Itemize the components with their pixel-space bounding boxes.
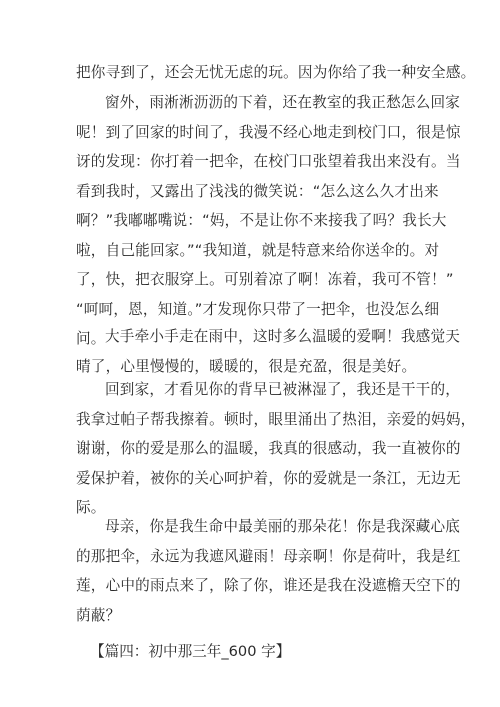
text-line: 晴了，心里慢慢的，暖暖的，很是充盈，很是美好。	[76, 357, 417, 375]
text-line: 呢！到了回家的时间了，我漫不经心地走到校门口，很是惊	[76, 123, 461, 141]
paragraph-1	[76, 88, 461, 354]
text-line: 把你寻到了，还会无忧无虑的玩。因为你给了我一种安全感。	[76, 64, 476, 81]
text-line: 大手牵小手走在雨中，这时多么温暖的爱啊！我感觉天	[105, 328, 461, 345]
text-line: 母亲，你是我生命中最美丽的那朵花！你是我深藏心底	[105, 518, 461, 535]
text-line: 我拿过帕子帮我擦着。顿时，眼里涌出了热泪，亲爱的妈妈，	[76, 410, 476, 428]
text-line: 际。	[76, 499, 106, 516]
text-line: 问。	[76, 330, 106, 347]
paragraph-3	[76, 375, 476, 523]
text-line: 爱保护着，被你的关心呵护着，你的爱就是一条江，无边无	[76, 469, 461, 487]
paragraph-0	[76, 58, 476, 88]
paragraph-2	[76, 322, 461, 381]
text-line: 的那把伞，永远为我遮风避雨！母亲啊！你是荷叶，我是红	[76, 547, 461, 565]
text-line: 回到家，才看见你的背早已被淋湿了，我还是干干的，	[105, 381, 461, 398]
text-line: 窗外，雨淅淅沥沥的下着，还在教室的我正愁怎么回家	[105, 94, 461, 111]
text-line: 看到我时，又露出了浅浅的微笑说：“怎么这么久才出来	[76, 182, 439, 200]
text-line: 啦，自己能回家。”“我知道，就是特意来给你送伞的。对	[76, 241, 440, 259]
text-line: 讶的发现：你打着一把伞，在校门口张望着我出来没有。当	[76, 153, 461, 170]
text-line: “呵呵，恩，知道。”才发现你只带了一把伞，也没怎么细	[76, 300, 440, 318]
text-line: 荫蔽？	[76, 606, 121, 624]
paragraph-4	[76, 512, 461, 630]
text-line: 谢谢，你的爱是那么的温暖，我真的很感动，我一直被你的	[76, 440, 461, 457]
text-line: 莲，心中的雨点来了，除了你，谁还是我在没遮檐天空下的	[76, 577, 461, 594]
section-heading: 【篇四：初中那三年_600 字】	[90, 643, 291, 660]
text-line: 了，快，把衣服穿上。可别着凉了啊！冻着，我可不管！”	[76, 271, 454, 288]
text-line: 啊？”我嘟嘟嘴说：“妈，不是让你不来接我了吗？我长大	[76, 212, 447, 229]
